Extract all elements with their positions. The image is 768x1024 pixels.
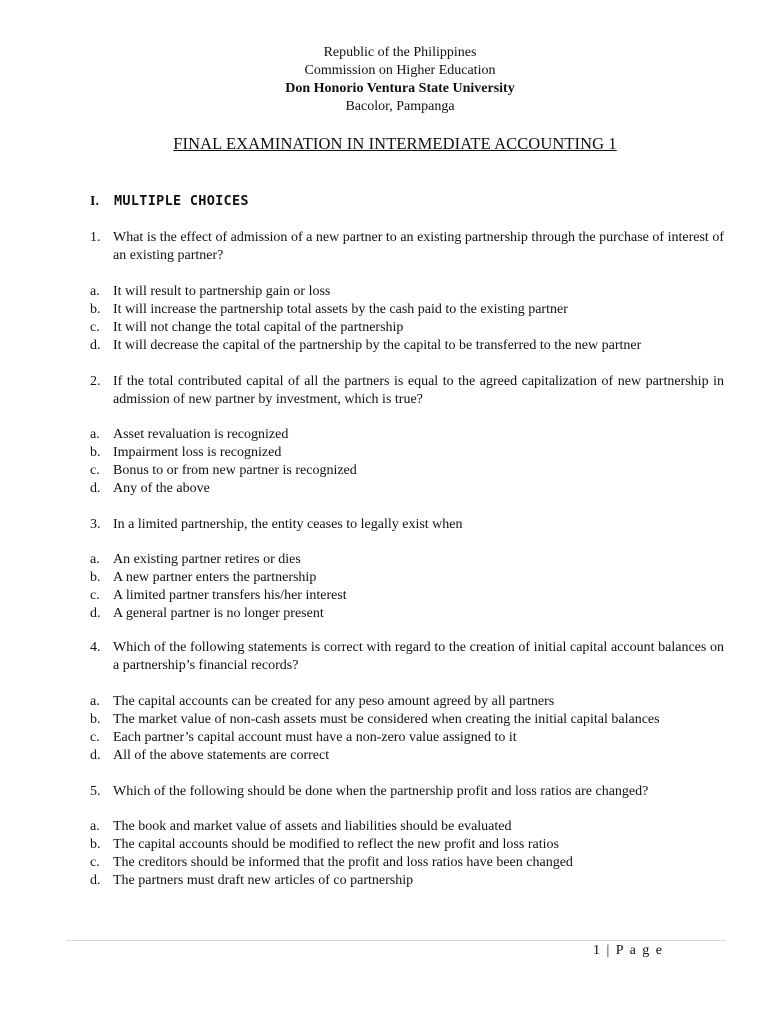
question-number: 2. (90, 374, 101, 389)
document-header (0, 44, 768, 116)
option (90, 569, 724, 587)
header-republic: Republic of the Philippines (323, 45, 477, 60)
option-letter: b. (90, 445, 101, 460)
option-letter: d. (90, 873, 101, 888)
option-letter: b. (90, 570, 101, 585)
option (90, 729, 724, 747)
option-text: It will increase the partnership total assets by the cash paid to the existing partner (113, 302, 568, 317)
option-letter: b. (90, 712, 101, 727)
option (90, 818, 724, 836)
option-letter: c. (90, 730, 100, 745)
question-text: In a limited partnership, the entity ceases to legally exist when (113, 517, 463, 532)
question-2-options (90, 426, 724, 498)
question-text: Which of the following statements is correct with regard to the creation of initial capital account balances on a partnership’s financial records? (113, 640, 724, 673)
option-text: The capital accounts can be created for any peso amount agreed by all partners (113, 694, 555, 709)
question-1 (90, 229, 724, 265)
option-text: A new partner enters the partnership (113, 570, 317, 585)
option (90, 836, 724, 854)
option-letter: d. (90, 481, 101, 496)
question-5-options (90, 818, 724, 890)
exam-title: FINAL EXAMINATION IN INTERMEDIATE ACCOUNTING 1 (173, 134, 617, 153)
option-text: A general partner is no longer present (113, 606, 324, 621)
option (90, 854, 724, 872)
footer-divider (66, 940, 726, 941)
option-letter: d. (90, 748, 101, 763)
option-text: The book and market value of assets and liabilities should be evaluated (113, 819, 512, 834)
option-letter: a. (90, 427, 100, 442)
option-text: A limited partner transfers his/her interest (113, 588, 347, 603)
question-2 (90, 373, 724, 409)
section-numeral: I. (90, 194, 99, 209)
question-3-options (90, 551, 724, 623)
option-letter: a. (90, 694, 100, 709)
question-4 (90, 639, 724, 675)
option-letter: d. (90, 606, 101, 621)
question-number: 4. (90, 640, 101, 655)
option-letter: c. (90, 588, 100, 603)
question-5 (90, 783, 724, 801)
option (90, 462, 724, 480)
option-letter: a. (90, 552, 100, 567)
option (90, 301, 724, 319)
option-text: The capital accounts should be modified to reflect the new profit and loss ratios (113, 837, 559, 852)
option-text: An existing partner retires or dies (113, 552, 301, 567)
question-text: What is the effect of admission of a new partner to an existing partnership through the purchase of interest of an existing partner? (113, 230, 724, 263)
question-1-options (90, 283, 724, 355)
option-text: The creditors should be informed that the profit and loss ratios have been changed (113, 855, 573, 870)
question-number: 5. (90, 784, 101, 799)
question-text: If the total contributed capital of all the partners is equal to the agreed capitalization of new partnership in admission of new partner by investment, which is true? (113, 374, 724, 407)
option (90, 337, 724, 355)
option-letter: a. (90, 284, 100, 299)
option (90, 426, 724, 444)
option-letter: c. (90, 320, 100, 335)
option-letter: c. (90, 463, 100, 478)
option-text: Each partner’s capital account must have a non-zero value assigned to it (113, 730, 517, 745)
option-text: It will decrease the capital of the partnership by the capital to be transferred to the new partner (113, 338, 642, 353)
header-university: Don Honorio Ventura State University (285, 81, 515, 96)
header-commission: Commission on Higher Education (304, 63, 496, 78)
option (90, 444, 724, 462)
option (90, 693, 724, 711)
question-3 (90, 516, 724, 534)
option (90, 283, 724, 301)
option-text: All of the above statements are correct (113, 748, 330, 763)
option-text: It will result to partnership gain or loss (113, 284, 331, 299)
option-letter: b. (90, 837, 101, 852)
option-text: Any of the above (113, 481, 210, 496)
option (90, 747, 724, 765)
option-text: The partners must draft new articles of co partnership (113, 873, 414, 888)
option (90, 551, 724, 569)
option (90, 711, 724, 729)
option (90, 587, 724, 605)
section-label: MULTIPLE CHOICES (114, 193, 249, 209)
question-4-options (90, 693, 724, 765)
option-text: The market value of non-cash assets must be considered when creating the initial capital balances (113, 712, 660, 727)
option-letter: a. (90, 819, 100, 834)
option-text: Asset revaluation is recognized (113, 427, 289, 442)
question-number: 1. (90, 230, 101, 245)
option (90, 319, 724, 337)
option-letter: b. (90, 302, 101, 317)
option-letter: c. (90, 855, 100, 870)
option-letter: d. (90, 338, 101, 353)
section-heading (90, 193, 249, 210)
option (90, 605, 724, 623)
page-number: 1 | P a g e (593, 943, 664, 958)
header-location: Bacolor, Pampanga (345, 99, 455, 114)
option (90, 872, 724, 890)
option-text: Impairment loss is recognized (113, 445, 282, 460)
option-text: It will not change the total capital of the partnership (113, 320, 404, 335)
question-text: Which of the following should be done when the partnership profit and loss ratios are changed? (113, 784, 649, 799)
option (90, 480, 724, 498)
question-number: 3. (90, 517, 101, 532)
option-text: Bonus to or from new partner is recognized (113, 463, 357, 478)
